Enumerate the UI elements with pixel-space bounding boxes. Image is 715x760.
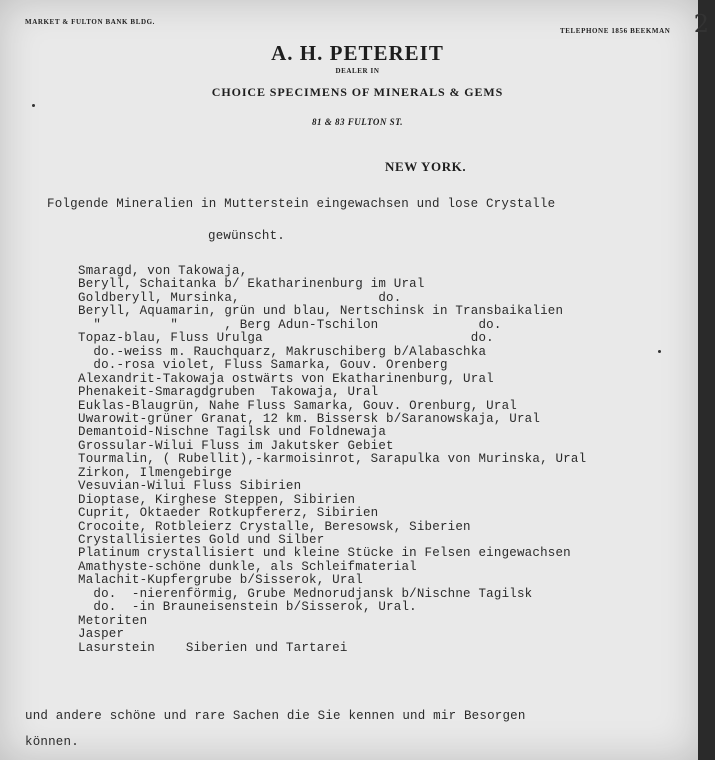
mineral-entry: Tourmalin, ( Rubellit),-karmoisinrot, Sarapulka von Murinska, Ural [78,452,587,467]
building-address: MARKET & FULTON BANK BLDG. [25,18,156,26]
ink-dot [32,104,35,107]
mineral-entry: Jasper [78,627,125,642]
mineral-entry: do.-rosa violet, Fluss Samarka, Gouv. Orenberg [78,358,448,373]
mineral-entry: Smaragd, von Takowaja, [78,264,248,278]
mineral-entry: Lasurstein Siberien und Tartarei [78,640,348,655]
mineral-entry: Uwarowit-grüner Granat, 12 km. Bissersk b/Saranowskaja, Ural [78,411,541,426]
mineral-entry: Vesuvian-Wilui Fluss Sibirien [78,479,302,494]
dealer-in-label: DEALER IN [335,67,380,75]
mineral-entry: Metoriten [78,613,148,628]
intro-line-1: Folgende Mineralien in Mutterstein eingewachsen und lose Crystalle [47,197,556,211]
mineral-entry: Grossular-Wilui Fluss im Jakutsker Gebiet [78,438,394,453]
mineral-entry: Crystallisiertes Gold und Silber [78,533,325,547]
closing-line-1: und andere schöne und rare Sachen die Sie kennen und mir Besorgen [25,709,526,723]
mineral-entry: Phenakeit-Smaragdgruben Takowaja, Ural [78,385,379,400]
ink-dot [658,350,661,353]
mineral-entry: Goldberyll, Mursinka, do. [78,290,402,305]
mineral-entry: Beryll, Schaitanka b/ Ekatharinenburg im Ural [78,277,425,292]
mineral-entry: Topaz-blau, Fluss Urulga do. [78,331,494,346]
street-address: 81 & 83 FULTON ST. [311,117,404,127]
specialty-line: CHOICE SPECIMENS OF MINERALS & GEMS [211,85,504,99]
mineral-entry: Alexandrit-Takowaja ostwärts von Ekatharinenburg, Ural [78,371,494,386]
company-name: A. H. PETEREIT [271,41,444,65]
mineral-entry: do. -nierenförmig, Grube Mednorudjansk b/Nischne Tagilsk [78,586,533,601]
intro-line-2: gewünscht. [208,229,286,243]
mineral-entry: Malachit-Kupfergrube b/Sisserok, Ural [78,573,363,588]
mineral-entry: Crocoite, Rotbleierz Crystalle, Beresowsk, Siberien [78,519,471,534]
city-name: NEW YORK. [385,159,467,174]
closing-line-2: können. [25,735,79,749]
mineral-entry: do.-weiss m. Rauchquarz, Makruschiberg b/Alabaschka [78,344,487,359]
mineral-entry: Dioptase, Kirghese Steppen, Sibirien [78,492,356,507]
mineral-entry: Beryll, Aquamarin, grün und blau, Nertschinsk in Transbaikalien [78,304,564,319]
mineral-entry: Zirkon, Ilmengebirge [78,465,233,480]
mineral-entry: do. -in Brauneisenstein b/Sisserok, Ural. [78,600,417,615]
mineral-entry: Cuprit, Oktaeder Rotkupfererz, Sibirien [78,506,379,521]
mineral-entry: " " , Berg Adun-Tschilon do. [78,317,502,332]
mineral-entry: Platinum crystallisiert und kleine Stücke in Felsen eingewachsen [78,546,571,561]
page-edge-shadow [698,0,715,760]
telephone-number: TELEPHONE 1856 BEEKMAN [560,27,671,35]
mineral-entry: Euklas-Blaugrün, Nahe Fluss Samarka, Gouv. Orenburg, Ural [78,398,517,413]
mineral-entry: Amathyste-schöne dunkle, als Schleifmaterial [78,559,417,574]
page-number: 2 [693,10,709,38]
mineral-entry: Demantoid-Nischne Tagilsk und Foldnewaja [78,425,387,440]
